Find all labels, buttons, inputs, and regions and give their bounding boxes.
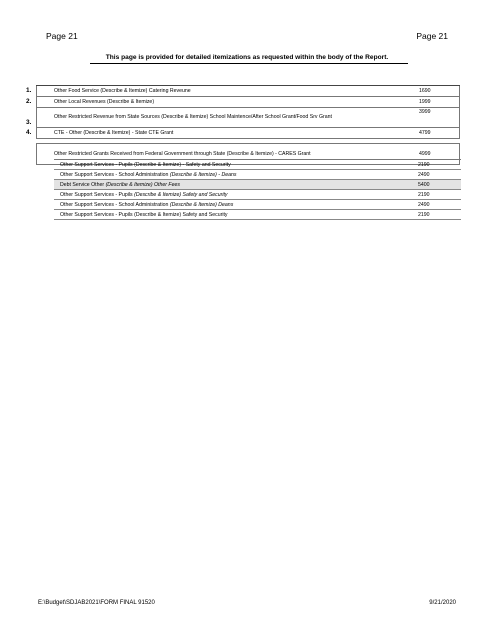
expenditure-description: Other Support Services - School Administration (Describe & Itemize) Deans [60,201,234,208]
footer-date: 9/21/2020 [429,600,456,606]
footer-file-path: E:\Budget\SDJAB2021\FORM FINAL 91520 [38,600,155,606]
expenditure-description: Other Support Services - Pupils (Describe & Itemize) Safety and Security [60,211,228,218]
row-description: CTE - Other (Describe & Itemize) - State CTE Grant [54,130,174,136]
row-number: 3. [26,119,32,126]
row-description: Other Local Revenues (Describe & Itemize) [54,99,155,105]
row-value: 1690 [419,88,431,94]
page-number-left: Page 21 [46,31,78,41]
itemization-row [26,108,460,128]
intro-text: This page is provided for detailed itemizations as requested within the body of the Report. [105,54,389,61]
row-value: 4799 [419,130,431,136]
row-value: 3999 [419,109,431,115]
intro-underline [90,63,408,64]
expenditure-value: 2190 [418,161,430,168]
row-description: Other Restricted Grants Received from Federal Government through State (Describe & Itemize) - CARES Grant [54,151,311,157]
expenditure-value: 2490 [418,171,430,178]
row-value: 1999 [419,99,431,105]
expenditure-description: Other Support Services - School Administration (Describe & Itemize) - Deans [60,171,237,178]
itemization-row [26,97,460,108]
expenditure-row [54,160,461,170]
row-number: 4. [26,129,32,136]
expenditure-row [54,180,461,190]
expenditure-value: 2190 [418,211,430,218]
page-number-right: Page 21 [416,31,448,41]
expenditure-value: 2490 [418,201,430,208]
expenditure-row [54,190,461,200]
itemization-row [26,128,460,139]
expenditure-value: 2190 [418,191,430,198]
row-value: 4999 [419,151,431,157]
row-number: 1. [26,87,32,94]
itemization-row [26,86,460,97]
expenditure-row [54,210,461,220]
expenditure-row [54,170,461,180]
expenditure-description: Other Support Services - Pupils (Describe & Itemize) - Safety and Security [60,161,231,168]
expenditure-row [54,200,461,210]
expenditure-table [54,159,461,220]
row-number: 2. [26,98,32,105]
row-description: Other Restricted Revenue from State Sources (Describe & Itemize) School Maintence/After School Grant/Food Srv Grant [54,114,332,120]
expenditure-value: 5400 [418,181,430,188]
expenditure-description: Debt Service Other (Describe & Itemize) Other Fees [60,181,180,188]
itemization-table [26,85,460,165]
expenditure-description: Other Support Services - Pupils (Describe & Itemize) Safety and Security [60,191,228,198]
row-description: Other Food Service (Describe & Itemize) Catering Reveune [54,88,191,94]
